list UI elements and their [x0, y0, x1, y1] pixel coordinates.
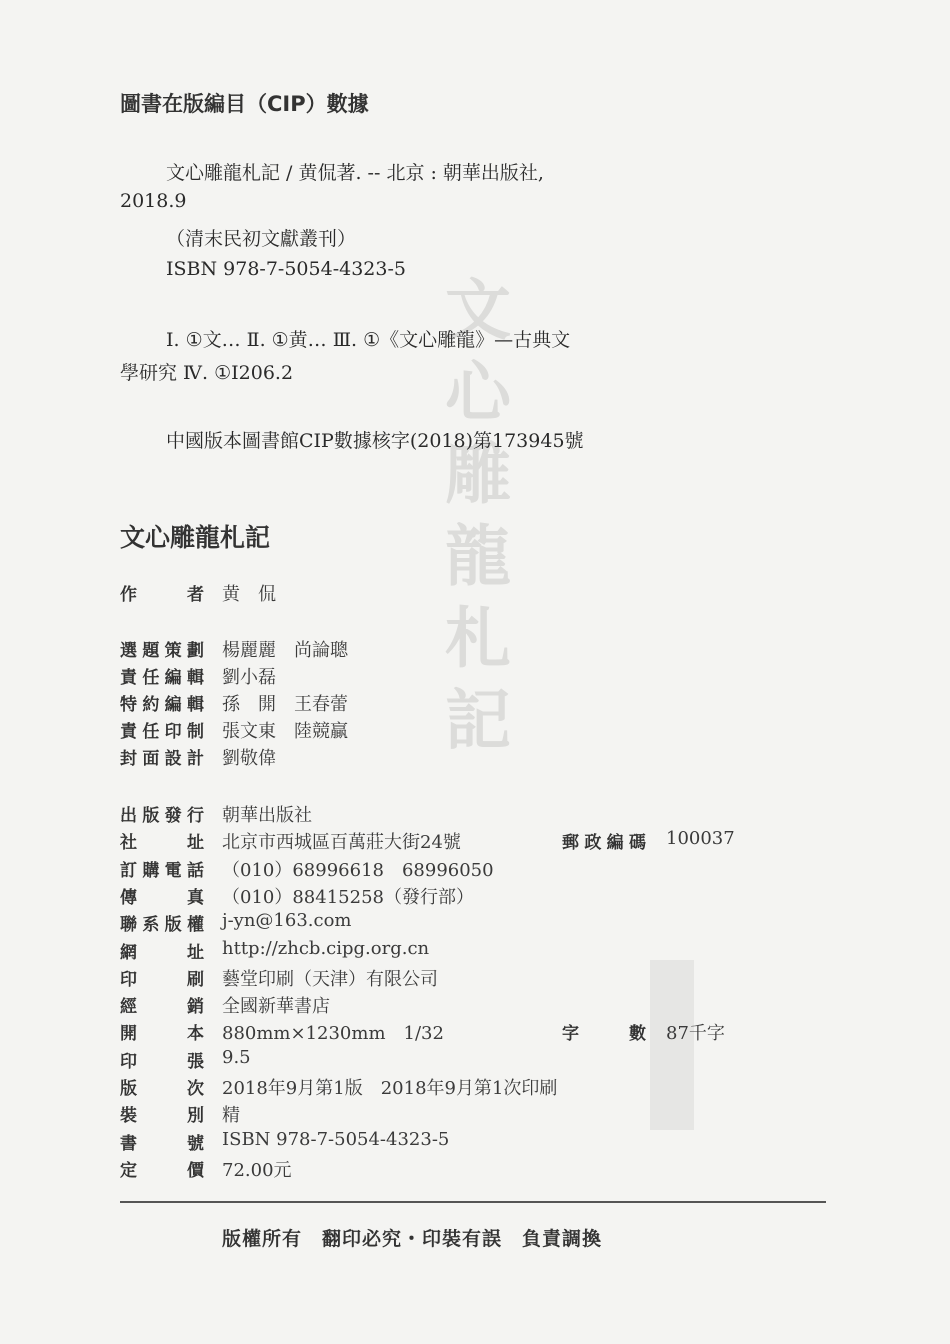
publication-value: 精 — [222, 1105, 240, 1127]
publication-value: （010）68996618 68996050 — [222, 859, 494, 881]
publication-label: 裝 別 — [120, 1106, 204, 1127]
publication-value: （010）88415258（發行部） — [222, 886, 474, 908]
cip-entry-date: 2018.9 — [120, 190, 187, 212]
publication-label: 訂 購 電 話 — [120, 860, 204, 881]
publication-label: 網 址 — [120, 942, 204, 963]
credits-label: 封 面 設 計 — [120, 749, 204, 769]
cip-classification: Ⅰ. ①文… Ⅱ. ①黄… Ⅲ. ①《文心雕龍》—古典文 — [166, 329, 571, 351]
cip-verification-number: 中國版本圖書館CIP數據核字(2018)第173945號 — [166, 430, 584, 452]
publication-label: 書 號 — [120, 1133, 204, 1154]
publication-value: 9.5 — [222, 1046, 251, 1068]
publication-label: 印 張 — [120, 1051, 204, 1072]
publication-label: 定 價 — [120, 1160, 204, 1181]
bleed-through-title: 文 心 雕 龍 札 記 — [445, 272, 511, 759]
publication-label: 印 刷 — [120, 969, 204, 990]
publication-label: 出 版 發 行 — [120, 806, 204, 826]
credits-value: 劉敬偉 — [222, 748, 276, 769]
divider-rule — [120, 1201, 826, 1203]
publication-label: 傳 真 — [120, 887, 204, 908]
credits-value: 張文東 陸競贏 — [222, 721, 348, 742]
publication-secondary-label: 郵 政 編 碼 — [562, 833, 646, 854]
copyright-notice: 版權所有 翻印必究・印裝有誤 負責調換 — [222, 1228, 603, 1250]
cip-series: （清末民初文獻叢刊） — [166, 228, 357, 250]
cip-heading: 圖書在版編目（CIP）數據 — [120, 92, 369, 116]
publication-secondary-value: 100037 — [666, 828, 735, 850]
credits-label: 責 任 編 輯 — [120, 668, 204, 688]
cip-isbn: ISBN 978-7-5054-4323-5 — [166, 258, 406, 280]
publication-value: 72.00元 — [222, 1159, 292, 1181]
publication-label: 開 本 — [120, 1024, 204, 1045]
book-title: 文心雕龍札記 — [120, 523, 271, 552]
publication-label: 社 址 — [120, 833, 204, 854]
credits-label: 選 題 策 劃 — [120, 641, 204, 661]
credits-value: 楊麗麗 尚論聰 — [222, 640, 348, 661]
publication-value: ISBN 978-7-5054-4323-5 — [222, 1128, 450, 1150]
publication-value: 朝華出版社 — [222, 805, 312, 826]
credits-label: 責 任 印 制 — [120, 722, 204, 742]
publication-secondary-value: 87千字 — [666, 1023, 725, 1045]
publication-value: http://zhcb.cipg.org.cn — [222, 937, 430, 959]
credits-value: 孫 開 王春蕾 — [222, 694, 348, 715]
cip-classification-cont: 學研究 Ⅳ. ①I206.2 — [120, 362, 294, 384]
author-value: 黄 侃 — [222, 584, 276, 605]
publication-label: 聯 系 版 權 — [120, 915, 204, 936]
publication-value: j-yn@163.com — [222, 910, 352, 932]
publication-value: 880mm×1230mm 1/32 — [222, 1023, 444, 1045]
credits-value: 劉小磊 — [222, 667, 276, 688]
publication-value: 藝堂印刷（天津）有限公司 — [222, 968, 438, 990]
publication-label: 經 銷 — [120, 997, 204, 1018]
publication-value: 2018年9月第1版 2018年9月第1次印刷 — [222, 1078, 558, 1099]
author-label: 作 者 — [120, 585, 204, 605]
publication-label: 版 次 — [120, 1079, 204, 1099]
publication-secondary-label: 字 數 — [562, 1024, 646, 1045]
credits-label: 特 約 編 輯 — [120, 695, 204, 715]
cip-entry-line: 文心雕龍札記 / 黄侃著. -- 北京 : 朝華出版社, — [166, 162, 544, 184]
publication-value: 全國新華書店 — [222, 996, 330, 1018]
publication-value: 北京市西城區百萬莊大街24號 — [222, 832, 461, 854]
